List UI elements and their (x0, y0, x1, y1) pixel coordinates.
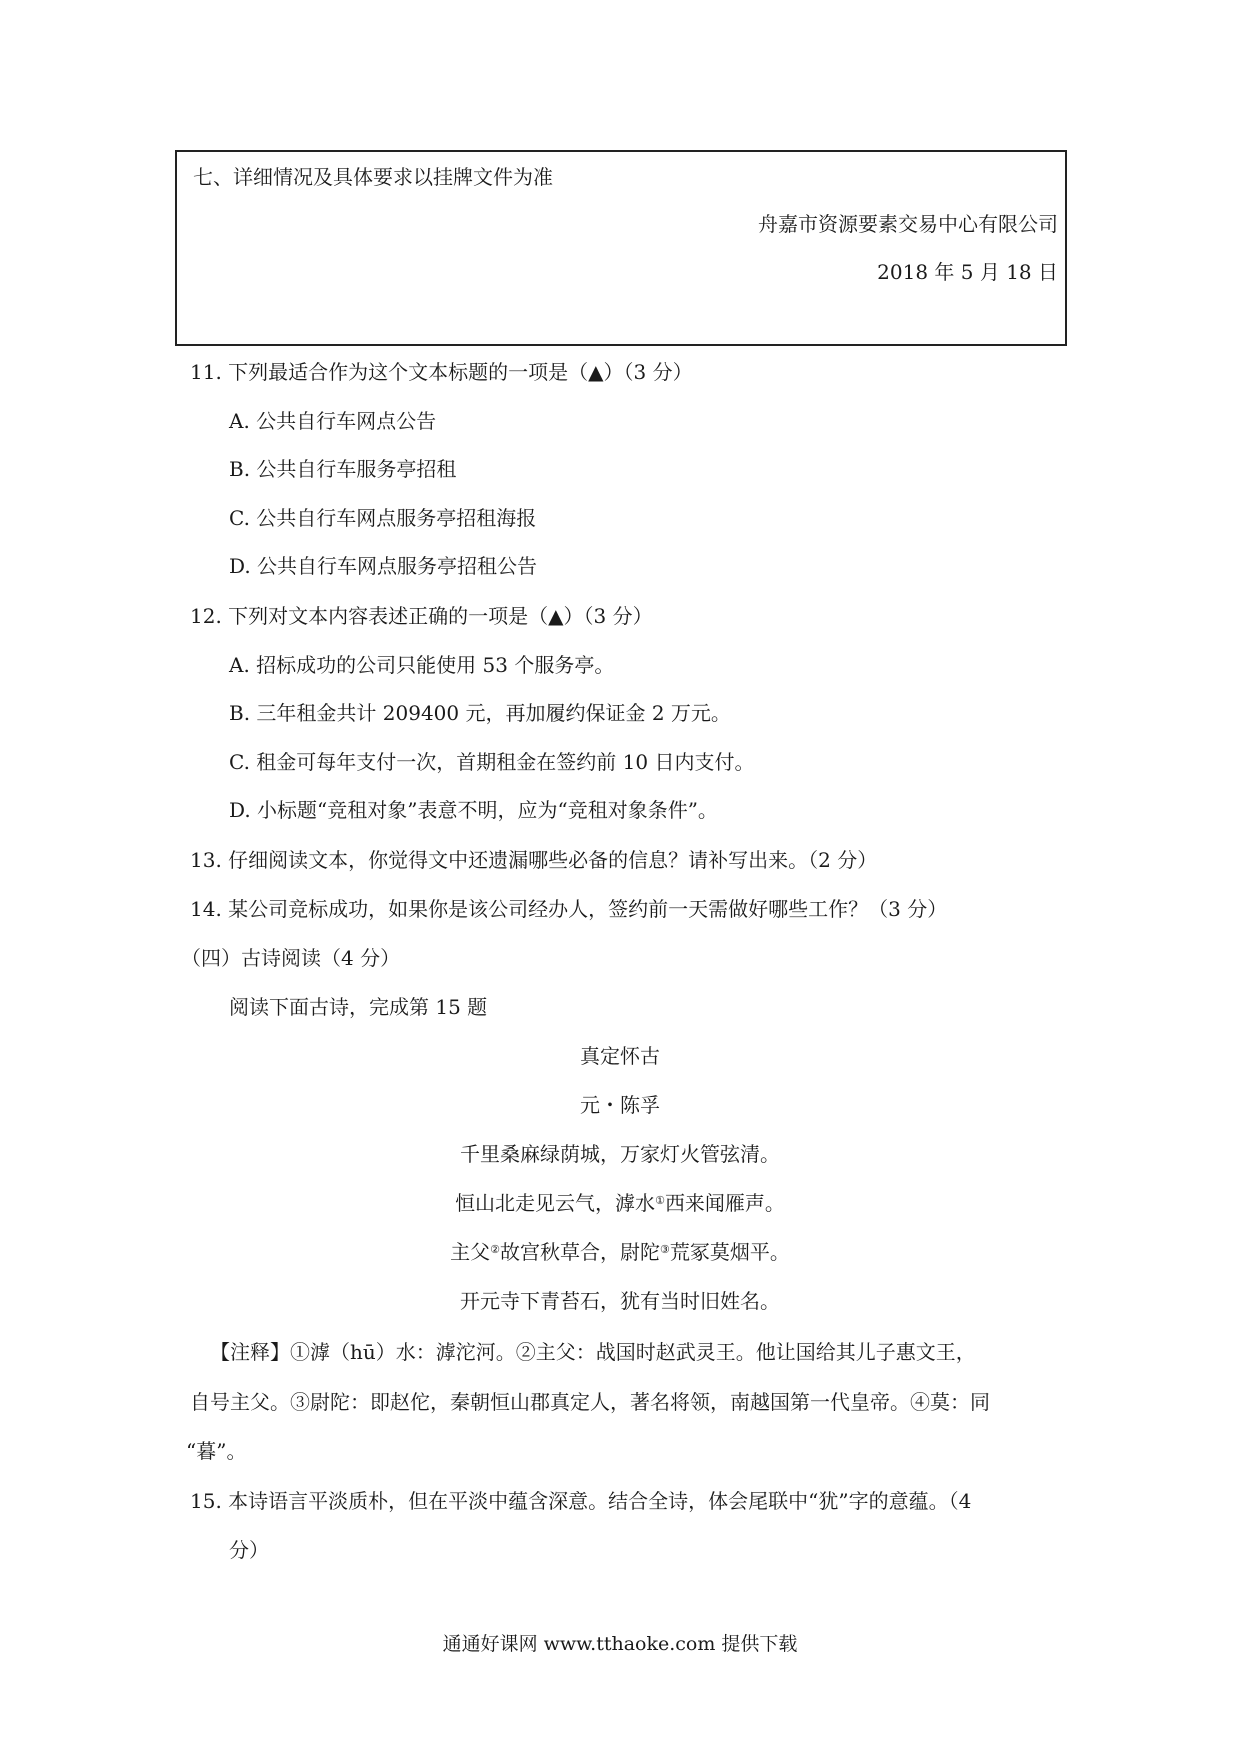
footer-credit: 通通好课网 www.tthaoke.com 提供下载 (442, 1633, 798, 1655)
poem-line-2-part-b: 西来闻雁声。 (664, 1191, 785, 1215)
poem-author: 元・陈孚 (580, 1093, 660, 1117)
question-13: 13. 仔细阅读文本，你觉得文中还遗漏哪些必备的信息？请补写出来。（2 分） (190, 848, 878, 872)
poem-line-3 (0, 1238, 1240, 1266)
notice-date: 2018 年 5 月 18 日 (877, 260, 1058, 284)
question-11-option-d: D. 公共自行车网点服务亭招租公告 (229, 554, 538, 578)
question-12-stem: 12. 下列对文本内容表述正确的一项是（▲）（3 分） (190, 604, 653, 628)
poem-line-3-part-c: 荒冢莫烟平。 (669, 1240, 790, 1264)
question-15-line-2: 分） (229, 1538, 269, 1562)
notice-issuer: 舟嘉市资源要素交易中心有限公司 (758, 212, 1058, 236)
poem-title: 真定怀古 (580, 1044, 660, 1068)
poem-line-2 (0, 1189, 1240, 1217)
notes-line-1: 【注释】①滹（hū）水：滹沱河。②主父：战国时赵武灵王。他让国给其儿子惠文王， (210, 1340, 976, 1364)
poem-line-2-part-a: 恒山北走见云气，滹水 (455, 1191, 656, 1215)
notes-line-2: 自号主父。③尉陀：即赵佗，秦朝恒山郡真定人，著名将领，南越国第一代皇帝。④莫：同 (190, 1390, 990, 1414)
poem-line-3-part-a: 主父 (450, 1240, 491, 1264)
question-14: 14. 某公司竞标成功，如果你是该公司经办人，签约前一天需做好哪些工作？（3 分） (190, 897, 948, 921)
section-4-instruction: 阅读下面古诗，完成第 15 题 (229, 995, 488, 1019)
question-11-option-a: A. 公共自行车网点公告 (229, 409, 437, 433)
question-12-option-d: D. 小标题“竞租对象”表意不明，应为“竞租对象条件”。 (229, 798, 718, 822)
poem-line-3-part-b: 故宫秋草合，尉陀 (500, 1240, 660, 1264)
question-11-option-c: C. 公共自行车网点服务亭招租海报 (229, 506, 537, 530)
section-4-heading: （四）古诗阅读（4 分） (181, 946, 401, 970)
question-12-option-a: A. 招标成功的公司只能使用 53 个服务亭。 (229, 653, 615, 677)
notice-item-7: 七、详细情况及具体要求以挂牌文件为准 (193, 165, 553, 189)
notes-line-3: “暮”。 (186, 1439, 247, 1463)
poem-line-1: 千里桑麻绿荫城，万家灯火管弦清。 (460, 1142, 780, 1166)
question-15-line-1: 15. 本诗语言平淡质朴，但在平淡中蕴含深意。结合全诗，体会尾联中“犹”字的意蕴。（4 (190, 1489, 972, 1513)
question-12-option-b: B. 三年租金共计 209400 元，再加履约保证金 2 万元。 (229, 701, 731, 725)
question-12-option-c: C. 租金可每年支付一次，首期租金在签约前 10 日内支付。 (229, 750, 755, 774)
footnote-marker-2: ② (490, 1243, 500, 1256)
question-11-stem: 11. 下列最适合作为这个文本标题的一项是（▲）（3 分） (190, 360, 693, 384)
poem-line-4: 开元寺下青苔石，犹有当时旧姓名。 (460, 1289, 780, 1313)
footnote-marker-1: ① (655, 1194, 665, 1207)
question-11-option-b: B. 公共自行车服务亭招租 (229, 457, 457, 481)
footnote-marker-3: ③ (660, 1243, 670, 1256)
